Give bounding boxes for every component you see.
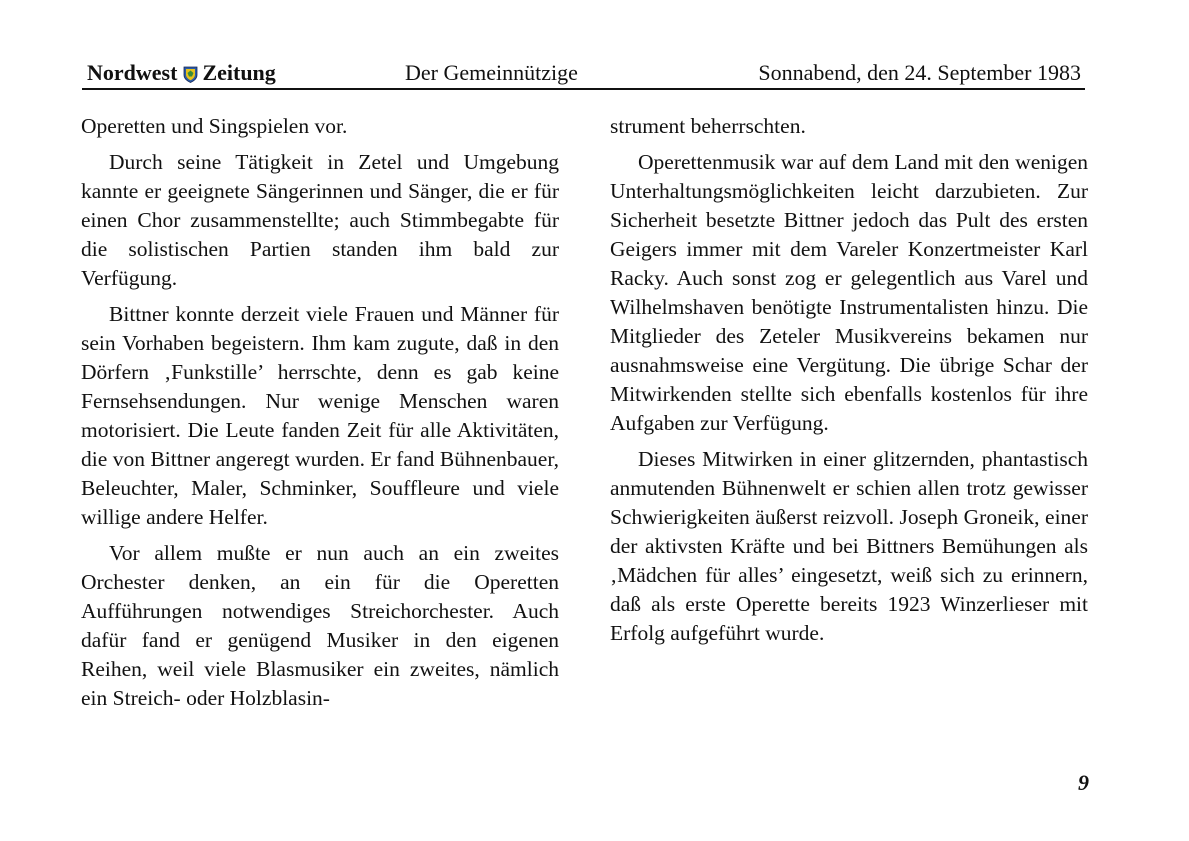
- masthead-word-nordwest: Nordwest: [87, 60, 178, 85]
- paragraph: Durch seine Tätigkeit in Zetel und Umgebung kannte er geeignete Sängerinnen und Sänger, die er für einen Chor zusammenstellte; auch Stimmbegabte für die solistischen Partien standen ihm bald zur Verfügung.: [81, 150, 559, 290]
- text-column-right: [610, 112, 1088, 655]
- section-title: Der Gemeinnützige: [405, 60, 578, 85]
- paragraph: Dieses Mitwirken in einer glitzernden, phantastisch anmutenden Bühnenwelt er schien allen trotz gewisser Schwierigkeiten äußerst reizvoll. Joseph Groneik, einer der aktivsten Kräfte und bei Bittners Bemühungen als ‚Mädchen für alles’ eingesetzt, weiß sich zu erinnern, daß als erste Operette bereits 1923 Winzerlieser mit Erfolg aufgeführt wurde.: [610, 447, 1088, 645]
- page-header: [82, 58, 1085, 90]
- paragraph: Vor allem mußte er nun auch an ein zweites Orchester denken, an ein für die Operetten Aufführungen notwendiges Streichorchester. Auch dafür fand er genügend Musiker in den eigenen Reihen, weil viele Blasmusiker ein zweites, nämlich ein Streich- oder Holzblasin-: [81, 541, 559, 710]
- paragraph: strument beherrschten.: [610, 114, 806, 138]
- masthead-word-zeitung: Zeitung: [202, 60, 276, 85]
- paragraph: Operetten und Singspielen vor.: [81, 114, 348, 138]
- paragraph: Operettenmusik war auf dem Land mit den wenigen Unterhaltungsmöglichkeiten leicht darzubieten. Zur Sicherheit besetzte Bittner jedoch das Pult des ersten Geigers immer mit dem Vareler Konzertmeister Karl Racky. Auch sonst zog er gelegentlich aus Varel und Wilhelmshaven benötigte Instrumentalisten hinzu. Die Mitglieder des Zeteler Musikvereins bekamen nur ausnahmsweise eine Vergütung. Die übrige Schar der Mitwirkenden stellte sich ebenfalls kostenlos für ihre Aufgaben zur Verfügung.: [610, 150, 1088, 435]
- coat-of-arms-icon: [183, 66, 198, 83]
- paragraph: Bittner konnte derzeit viele Frauen und Männer für sein Vorhaben begeistern. Ihm kam zugute, daß in den Dörfern ‚Funkstille’ herrschte, denn es gab keine Fernsehsendungen. Nur wenige Menschen waren motorisiert. Die Leute fanden Zeit für alle Aktivitäten, die von Bittner angeregt wurden. Er fand Bühnenbauer, Beleuchter, Maler, Schminker, Souffleure und viele willige andere Helfer.: [81, 302, 559, 529]
- text-column-left: [81, 112, 559, 720]
- newspaper-masthead: [87, 60, 276, 86]
- page-number: 9: [1078, 770, 1089, 795]
- issue-date: Sonnabend, den 24. September 1983: [758, 60, 1081, 85]
